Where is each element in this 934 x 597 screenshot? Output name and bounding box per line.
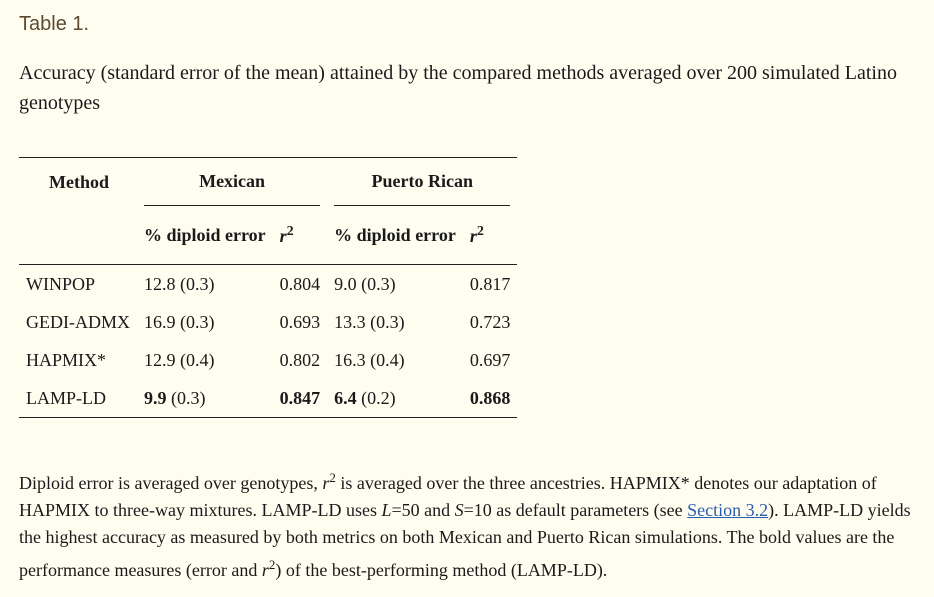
table-caption: Accuracy (standard error of the mean) attained by the compared methods averaged over 200 simulated Latino genotypes bbox=[19, 62, 897, 114]
method-cell: WINPOP bbox=[26, 273, 96, 294]
puerto-rican-r2-header: $r^2$ bbox=[469, 223, 484, 246]
mexican-r2-header: $r^2$ bbox=[279, 223, 294, 246]
puerto-rican-error-header: % diploid error bbox=[334, 224, 456, 245]
puerto-rican-group-header bbox=[327, 158, 517, 207]
table-label: Table 1. bbox=[19, 13, 90, 35]
mexican-error-cell: 12.8 (0.3) bbox=[143, 273, 215, 294]
puerto-rican-r2-cell: 0.697 bbox=[469, 349, 511, 370]
table-row bbox=[19, 265, 517, 304]
mexican-r2-cell: 0.804 bbox=[279, 273, 321, 294]
mexican-error-cell: 16.9 (0.3) bbox=[143, 311, 215, 332]
empty-header-cell bbox=[19, 206, 137, 265]
method-cell: LAMP-LD bbox=[26, 387, 106, 408]
puerto-rican-group-label: Puerto Rican bbox=[334, 171, 510, 206]
group-header-row bbox=[19, 158, 517, 207]
mexican-error-cell: 9.9 (0.3) bbox=[143, 387, 206, 408]
mexican-r2-cell: 0.693 bbox=[279, 311, 321, 332]
puerto-rican-error-cell: 6.4 (0.2) bbox=[334, 387, 396, 408]
table-footnote: Diploid error is averaged over genotypes, $r^2$ is averaged over the three ancestries. HAPMIX* denotes our adaptation of HAPMIX to three-way mixtures. LAMP-LD uses L=50 and S=10 as default parameters (see Section 3.2). LAMP-LD yields the highest accuracy as measured by both metrics on both Mexican and Puerto Rican simulations. The bold values are the performance measures (error and $r^2$) of the best-performing method (LAMP-LD). bbox=[19, 470, 911, 580]
table-row bbox=[19, 379, 517, 418]
method-header: Method bbox=[49, 171, 109, 192]
puerto-rican-r2-cell: 0.817 bbox=[469, 273, 511, 294]
sub-header-row bbox=[19, 206, 517, 265]
mexican-group-header bbox=[137, 158, 327, 207]
mexican-r2-cell: 0.847 bbox=[279, 387, 321, 408]
puerto-rican-r2-cell: 0.868 bbox=[469, 387, 511, 408]
method-cell: HAPMIX* bbox=[26, 349, 107, 370]
mexican-error-header: % diploid error bbox=[143, 224, 266, 245]
table-row bbox=[19, 341, 517, 379]
puerto-rican-error-cell: 16.3 (0.4) bbox=[334, 349, 405, 370]
table-row bbox=[19, 303, 517, 341]
puerto-rican-r2-cell: 0.723 bbox=[469, 311, 511, 332]
puerto-rican-error-cell: 9.0 (0.3) bbox=[334, 273, 396, 294]
results-table bbox=[19, 157, 517, 418]
mexican-r2-cell: 0.802 bbox=[279, 349, 321, 370]
mexican-group-label: Mexican bbox=[144, 171, 320, 206]
section-link[interactable]: Section 3.2 bbox=[687, 500, 769, 520]
puerto-rican-error-cell: 13.3 (0.3) bbox=[334, 311, 405, 332]
mexican-error-cell: 12.9 (0.4) bbox=[143, 349, 215, 370]
method-cell: GEDI-ADMX bbox=[26, 311, 130, 332]
